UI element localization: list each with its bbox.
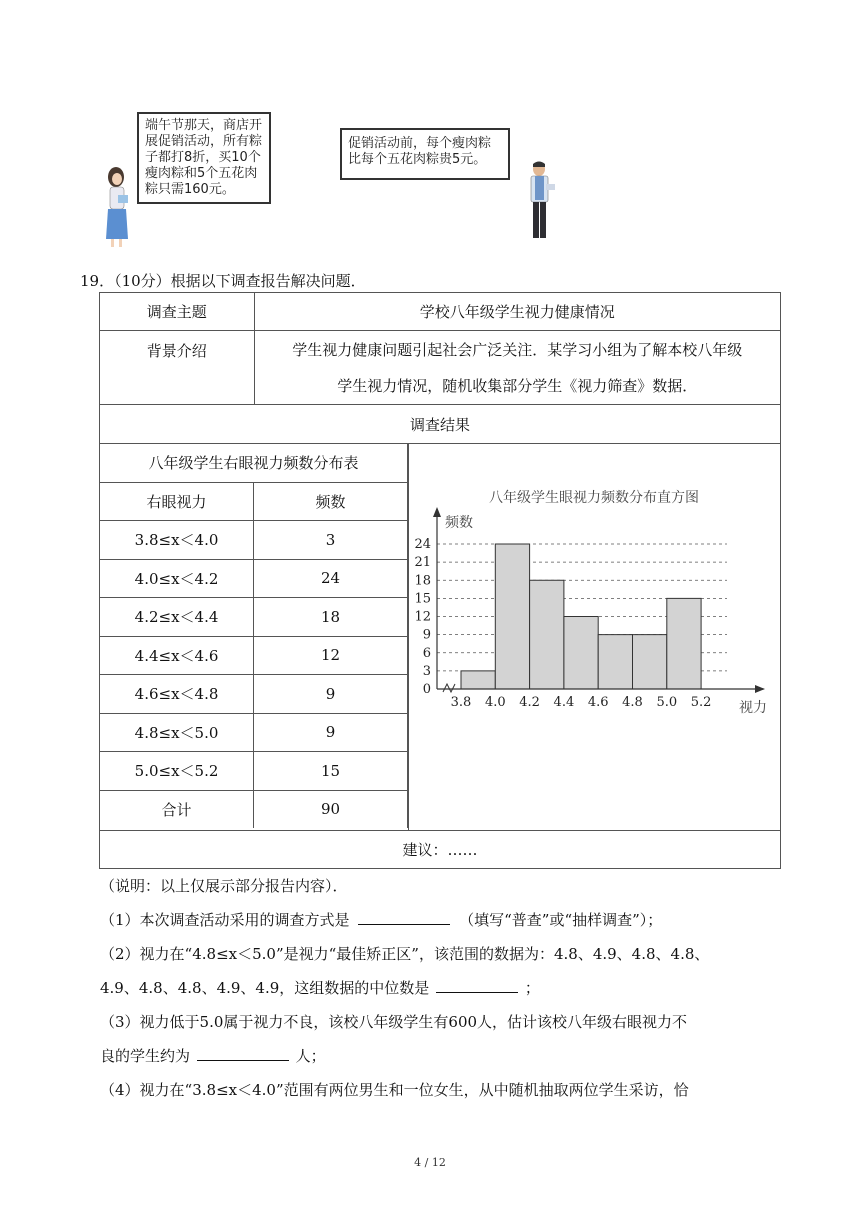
- answer-blank-2[interactable]: [436, 978, 518, 993]
- question-title: 19．（10分）根据以下调查报告解决问题．: [80, 272, 366, 290]
- bubble-line: 粽只需160元。: [145, 182, 235, 197]
- axis-break-mark: [443, 684, 455, 692]
- sub-question-2-cont: [100, 976, 790, 1000]
- histogram-bar: [496, 544, 530, 689]
- frequency-table-title: 八年级学生右眼视力频数分布表: [100, 444, 408, 482]
- sub-question-2: [100, 942, 790, 966]
- table-row: [100, 752, 408, 791]
- table-row: [100, 521, 408, 560]
- x-axis-arrow: [755, 685, 765, 693]
- speech-bubble-left: [137, 112, 271, 204]
- freq-cell: 9: [254, 713, 408, 752]
- freq-cell: 9: [254, 675, 408, 714]
- freq-cell: 18: [254, 598, 408, 637]
- note-text: （说明：以上仅展示部分报告内容）．: [100, 877, 348, 895]
- bubble-line: 端午节那天，商店开: [145, 118, 263, 133]
- freq-cell: 12: [254, 636, 408, 675]
- topic-value: 学校八年级学生视力健康情况: [254, 293, 780, 331]
- freq-cell: 3: [254, 521, 408, 560]
- y-tick-label: 12: [414, 609, 432, 625]
- background-text: [254, 331, 780, 405]
- range-cell: 4.4≤x＜4.6: [100, 636, 254, 675]
- freq-cell: 24: [254, 559, 408, 598]
- sub-question-3-cont: [100, 1044, 790, 1068]
- histogram-bar: [667, 598, 701, 689]
- teacher-figure-icon: [522, 160, 558, 242]
- y-tick-label: 0: [423, 682, 432, 697]
- range-cell: 4.8≤x＜5.0: [100, 713, 254, 752]
- bubble-line: 瘦肉粽和5个五花肉: [145, 166, 258, 181]
- sub-question-3: [100, 1010, 790, 1034]
- x-tick-label: 4.8: [622, 695, 644, 710]
- x-tick-label: 3.8: [451, 695, 472, 710]
- sub-question-4-line1: （4）视力在“3.8≤x＜4.0”范围有两位男生和一位女生，从中随机抽取两位学生采访，恰: [100, 1081, 689, 1099]
- table-row-total: [100, 790, 408, 828]
- sub-question-3-line2: 良的学生约为: [100, 1047, 191, 1065]
- y-tick-label: 18: [414, 573, 432, 589]
- range-cell: 4.6≤x＜4.8: [100, 675, 254, 714]
- table-row: [100, 713, 408, 752]
- y-axis-arrow: [433, 507, 441, 517]
- table-row: [100, 675, 408, 714]
- page-number: 4 / 12: [414, 1156, 446, 1169]
- sub-question-4: [100, 1078, 790, 1102]
- x-tick-label: 4.4: [554, 695, 575, 710]
- total-label: 合计: [100, 790, 254, 828]
- histogram-bar: [633, 635, 667, 689]
- histogram-cell: [408, 444, 780, 831]
- range-cell: 3.8≤x＜4.0: [100, 521, 254, 560]
- y-tick-label: 3: [423, 663, 432, 679]
- sub-question-2-line2: 4.9、4.8、4.8、4.9、4.9，这组数据的中位数是: [100, 979, 430, 997]
- x-tick-label: 5.2: [691, 695, 712, 710]
- sub-question-3-line1: （3）视力低于5.0属于视力不良，该校八年级学生有600人，估计该校八年级右眼视力不: [100, 1013, 688, 1031]
- background-line: 学生视力情况，随机收集部分学生《视力筛查》数据．: [337, 376, 698, 395]
- girl-figure-icon: [98, 165, 138, 250]
- bubble-line: 展促销活动，所有粽: [145, 134, 263, 149]
- background-line: 学生视力健康问题引起社会广泛关注．某学习小组为了解本校八年级: [292, 340, 743, 359]
- x-tick-label: 4.6: [588, 695, 610, 710]
- freq-cell: 15: [254, 752, 408, 791]
- column-header-frequency: 频数: [254, 482, 408, 521]
- histogram-bar: [564, 617, 598, 690]
- chart-title: 八年级学生眼视力频数分布直方图: [489, 490, 700, 506]
- histogram-chart: [409, 444, 779, 826]
- table-row: [100, 559, 408, 598]
- sub-question-2-end: ；: [524, 979, 540, 997]
- sub-question-1-text: （1）本次调查活动采用的调查方式是: [100, 911, 350, 929]
- total-value: 90: [254, 790, 408, 828]
- y-tick-label: 9: [423, 627, 432, 643]
- x-tick-label: 4.0: [485, 695, 507, 710]
- range-cell: 5.0≤x＜5.2: [100, 752, 254, 791]
- range-cell: 4.2≤x＜4.4: [100, 598, 254, 637]
- histogram-bar: [530, 580, 564, 689]
- table-row: [100, 598, 408, 637]
- x-tick-label: 4.2: [519, 695, 541, 710]
- table-row: [100, 636, 408, 675]
- frequency-table-cell: [100, 444, 409, 831]
- sub-question-2-line1: （2）视力在“4.8≤x＜5.0”是视力“最佳矫正区”，该范围的数据为：4.8、4.9、4.8、4.8、: [100, 945, 710, 963]
- y-tick-label: 15: [414, 591, 432, 607]
- background-label: 背景介绍: [100, 331, 255, 405]
- y-tick-label: 21: [414, 555, 432, 571]
- answer-blank-1[interactable]: [358, 910, 450, 925]
- suggestion-text: 建议：……: [100, 831, 781, 869]
- results-label: 调查结果: [100, 405, 781, 444]
- histogram-bar: [599, 635, 633, 689]
- y-tick-label: 24: [414, 537, 432, 552]
- sub-question-1-hint: （填写“普查”或“抽样调查”）；: [459, 911, 663, 929]
- sub-question-3-end: 人；: [295, 1047, 326, 1065]
- x-axis-label: 视力: [739, 700, 768, 716]
- histogram-bar: [461, 671, 495, 689]
- bubble-line: 促销活动前，每个瘦肉粽: [348, 136, 492, 151]
- frequency-table: [99, 444, 408, 828]
- y-axis-label: 频数: [445, 515, 474, 531]
- x-tick-label: 5.0: [656, 695, 678, 710]
- survey-report-table: [99, 292, 781, 869]
- answer-blank-3[interactable]: [197, 1046, 289, 1061]
- bubble-line: 子都打8折，买10个: [145, 150, 261, 165]
- column-header-vision: 右眼视力: [100, 482, 254, 521]
- bubble-line: 比每个五花肉粽贵5元。: [348, 152, 487, 167]
- topic-label: 调查主题: [100, 293, 255, 331]
- speech-bubble-right: [340, 128, 510, 180]
- range-cell: 4.0≤x＜4.2: [100, 559, 254, 598]
- y-tick-label: 6: [423, 645, 432, 661]
- sub-question-1: [100, 908, 790, 932]
